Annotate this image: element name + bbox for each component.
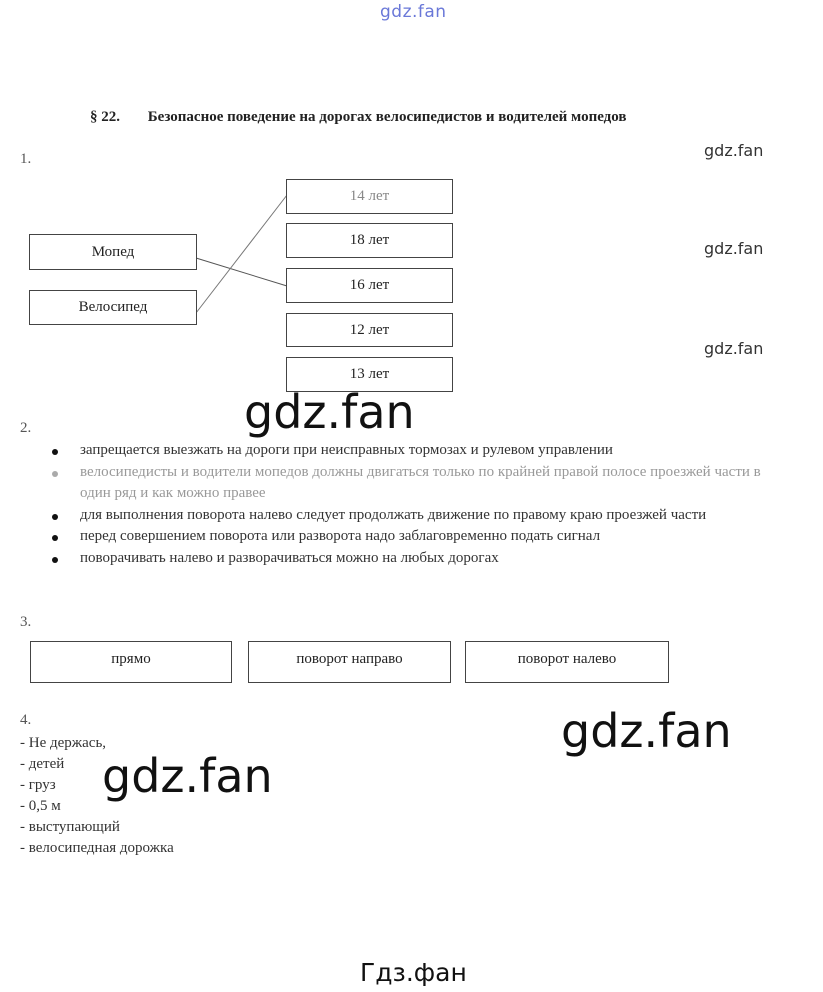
bullet-icon [52, 471, 58, 477]
right-box-age: 16 лет [286, 268, 453, 303]
watermark-big: gdz.fan [102, 749, 273, 803]
list-item: - выступающий [20, 819, 120, 835]
task3-label: 3. [20, 614, 32, 630]
right-box-age: 12 лет [286, 313, 453, 347]
list-item: для выполнения поворота налево следует продолжать движение по правому краю проезжей части [50, 505, 780, 527]
watermark-small: gdz.fan [704, 239, 764, 258]
connector-line-bicycle [196, 195, 287, 313]
connector-line-moped [196, 258, 287, 286]
task3-box: поворот направо [248, 641, 451, 683]
task2-list [50, 440, 780, 569]
watermark-small: gdz.fan [704, 339, 764, 358]
list-item: поворачивать налево и разворачиваться можно на любых дорогах [50, 548, 780, 570]
task3-box: поворот налево [465, 641, 669, 683]
section-title-text: Безопасное поведение на дорогах велосипедистов и водителей мопедов [147, 109, 627, 125]
left-box-bicycle: Велосипед [29, 290, 197, 325]
list-item: - Не держась, [20, 735, 107, 751]
bullet-icon [52, 514, 58, 520]
list-item: - велосипедная дорожка [20, 840, 174, 856]
right-box-age: 13 лет [286, 357, 453, 392]
watermark-big: gdz.fan [244, 385, 415, 439]
list-item: - 0,5 м [20, 798, 61, 814]
section-number: § 22. [90, 109, 120, 125]
task4-label: 4. [20, 712, 32, 728]
list-item: - детей [20, 756, 65, 772]
watermark-bottom: Гдз.фан [360, 958, 467, 987]
right-box-age: 14 лет [286, 179, 453, 214]
watermark-small: gdz.fan [704, 141, 764, 160]
watermark-big: gdz.fan [561, 704, 732, 758]
watermark-top: gdz.fan [380, 2, 447, 22]
bullet-icon [52, 557, 58, 563]
list-item: перед совершением поворота или разворота надо заблаговременно подать сигнал [50, 526, 780, 548]
left-box-moped: Мопед [29, 234, 197, 270]
task3-box: прямо [30, 641, 232, 683]
list-item: запрещается выезжать на дороги при неисправных тормозах и рулевом управлении [50, 440, 780, 462]
task1-label: 1. [20, 151, 32, 167]
task2-label: 2. [20, 420, 32, 436]
bullet-icon [52, 449, 58, 455]
right-box-age: 18 лет [286, 223, 453, 258]
bullet-icon [52, 535, 58, 541]
list-item: - груз [20, 777, 56, 793]
list-item: велосипедисты и водители мопедов должны двигаться только по крайней правой полосе проезжей части в один ряд и как можно правее [50, 462, 780, 505]
